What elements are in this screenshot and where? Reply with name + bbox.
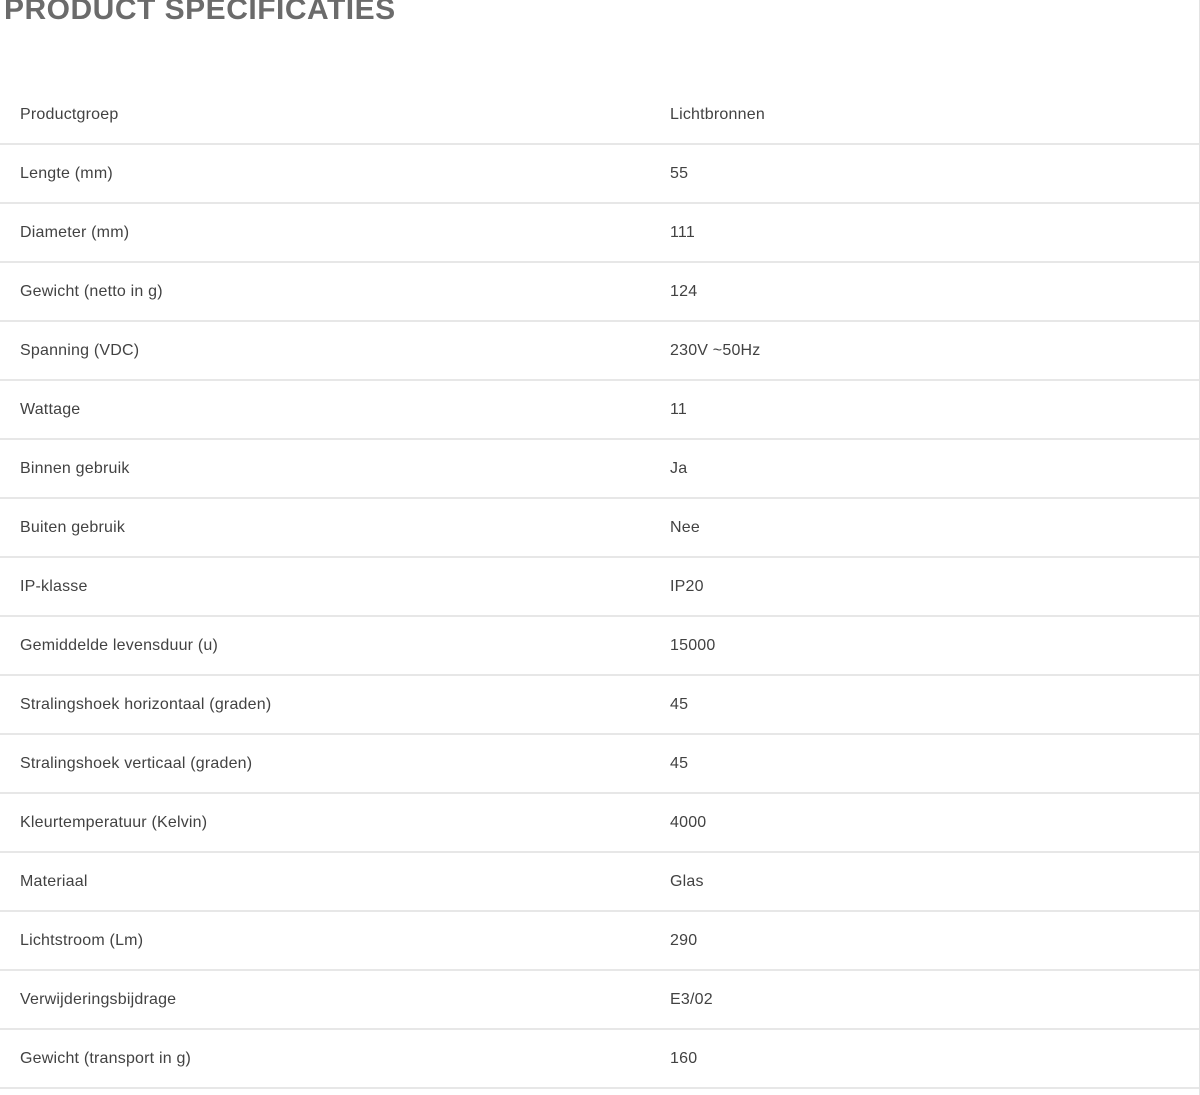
spec-row-label: Verwijderingsbijdrage [20, 990, 177, 1008]
spec-row [0, 499, 1200, 558]
spec-row [0, 558, 1200, 617]
spec-row-value: 15000 [670, 636, 716, 654]
page-title: PRODUCT SPECIFICATIES [4, 0, 396, 26]
spec-row [0, 204, 1200, 263]
spec-row [0, 86, 1200, 145]
spec-row-label: Buiten gebruik [20, 518, 126, 536]
spec-row-value: IP20 [670, 577, 704, 595]
spec-row-label: Lengte (mm) [20, 164, 113, 182]
spec-row [0, 1030, 1200, 1089]
spec-row [0, 617, 1200, 676]
spec-row-value: Glas [670, 872, 704, 890]
spec-row-value: 11 [670, 400, 688, 418]
spec-row [0, 971, 1200, 1030]
spec-row [0, 794, 1200, 853]
spec-row-label: Productgroep [20, 105, 119, 123]
spec-row-value: Lichtbronnen [670, 105, 765, 123]
spec-row-value: 230V ~50Hz [670, 341, 761, 359]
spec-row-label: Diameter (mm) [20, 223, 130, 241]
spec-row-label: Gewicht (transport in g) [20, 1049, 192, 1067]
spec-row-label: IP-klasse [20, 577, 88, 595]
spec-row-value: 45 [670, 695, 689, 713]
spec-row-label: Wattage [20, 400, 81, 418]
product-specifications-table [0, 86, 1200, 1089]
spec-row-label: Gewicht (netto in g) [20, 282, 163, 300]
spec-row-label: Stralingshoek verticaal (graden) [20, 754, 253, 772]
spec-row-value: 290 [670, 931, 698, 949]
spec-row [0, 263, 1200, 322]
spec-row [0, 145, 1200, 204]
spec-row [0, 735, 1200, 794]
spec-row [0, 381, 1200, 440]
spec-row [0, 440, 1200, 499]
spec-row-value: Nee [670, 518, 700, 536]
spec-row-value: Ja [670, 459, 688, 477]
spec-row-label: Gemiddelde levensduur (u) [20, 636, 218, 654]
spec-row [0, 853, 1200, 912]
spec-row-value: 124 [670, 282, 698, 300]
spec-row-label: Materiaal [20, 872, 88, 890]
spec-row-label: Binnen gebruik [20, 459, 130, 477]
spec-row-value: 111 [670, 223, 695, 241]
spec-row [0, 912, 1200, 971]
spec-row-label: Spanning (VDC) [20, 341, 140, 359]
spec-row-value: 55 [670, 164, 689, 182]
spec-row-value: 160 [670, 1049, 698, 1067]
spec-row [0, 322, 1200, 381]
spec-row [0, 676, 1200, 735]
spec-row-label: Lichtstroom (Lm) [20, 931, 144, 949]
spec-row-value: E3/02 [670, 990, 713, 1008]
spec-row-value: 4000 [670, 813, 707, 831]
spec-row-label: Stralingshoek horizontaal (graden) [20, 695, 272, 713]
spec-row-value: 45 [670, 754, 689, 772]
spec-row-label: Kleurtemperatuur (Kelvin) [20, 813, 208, 831]
